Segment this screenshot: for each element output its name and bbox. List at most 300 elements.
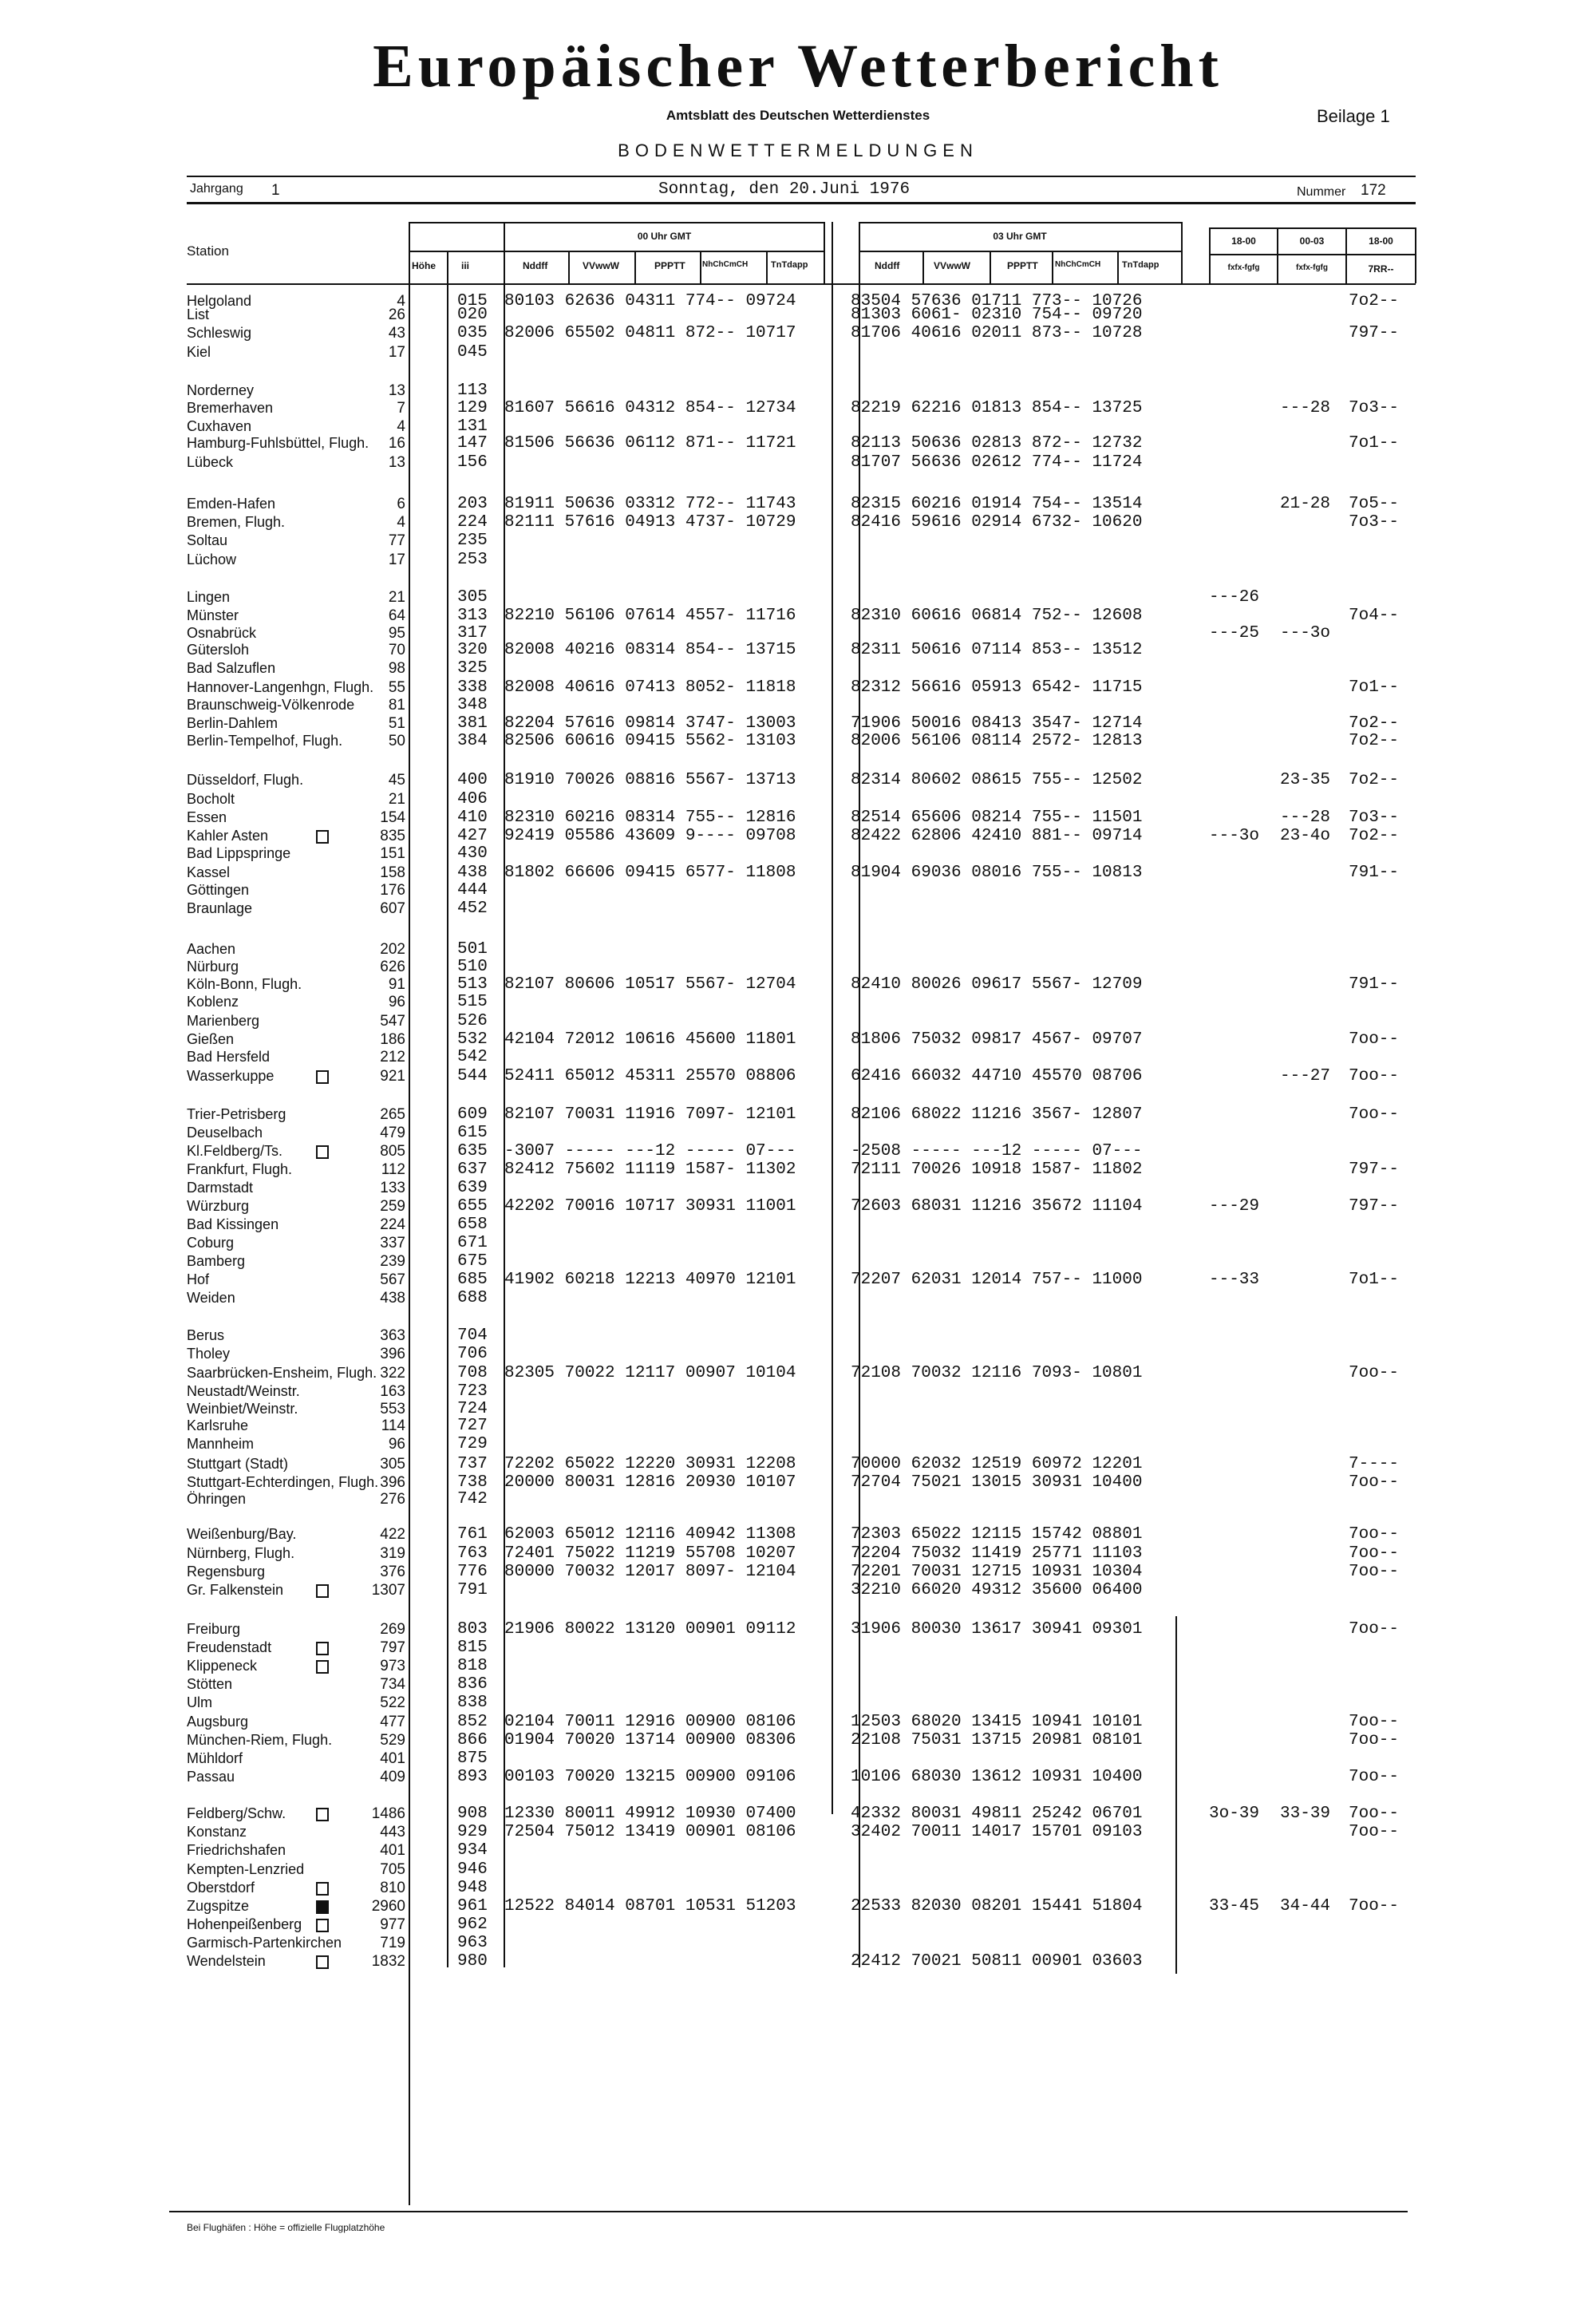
square-icon <box>316 1584 329 1598</box>
gust-00-03: 34-44 <box>1280 1897 1331 1915</box>
station-id: 637 <box>457 1160 488 1179</box>
station-id: 961 <box>457 1897 488 1915</box>
station-id: 515 <box>457 993 488 1011</box>
station-height: 422 <box>380 1526 405 1543</box>
col-border <box>990 251 991 283</box>
station-height: 921 <box>380 1068 405 1085</box>
station-height: 805 <box>380 1143 405 1160</box>
station-height: 705 <box>380 1861 405 1878</box>
obs-00-uhr: 81910 70026 08816 5567- 13713 <box>504 771 796 789</box>
obs-03-uhr: 10106 68030 13612 10931 10400 <box>851 1768 1143 1786</box>
station-name: Gütersloh <box>187 642 250 658</box>
station-name: Konstanz <box>187 1824 247 1840</box>
station-id: 313 <box>457 607 488 625</box>
col-r1-label: fxfx-fgfg <box>1227 263 1260 272</box>
station-id: 542 <box>457 1048 488 1066</box>
station-id: 544 <box>457 1067 488 1085</box>
station-name: Wendelstein <box>187 1953 266 1969</box>
station-name: Kl.Feldberg/Ts. <box>187 1143 283 1159</box>
col-border <box>922 251 924 283</box>
divider <box>187 202 1416 204</box>
obs-00-uhr: 82305 70022 12117 00907 10104 <box>504 1364 796 1382</box>
obs-03-uhr: 22533 82030 08201 15441 51804 <box>851 1897 1143 1915</box>
obs-03-uhr: 81303 6061- 02310 754-- 09720 <box>851 306 1143 324</box>
station-height: 973 <box>380 1658 405 1674</box>
station-id: 427 <box>457 827 488 845</box>
station-height: 95 <box>388 625 405 642</box>
station-name: Marienberg <box>187 1013 260 1029</box>
station-id: 838 <box>457 1694 488 1712</box>
station-id: 224 <box>457 513 488 532</box>
obs-00-uhr: 82412 75602 11119 1587- 11302 <box>504 1160 796 1179</box>
station-name: Lübeck <box>187 454 234 470</box>
station-height: 158 <box>380 864 405 881</box>
station-name: Gr. Falkenstein <box>187 1582 284 1598</box>
station-height: 114 <box>381 1417 405 1434</box>
nummer-label: Nummer <box>1297 185 1346 199</box>
station-height: 1307 <box>371 1582 405 1599</box>
station-height: 98 <box>388 660 405 677</box>
gust-00-03: ---3o <box>1280 624 1331 642</box>
gust-18-00: ---25 <box>1209 624 1260 642</box>
obs-03-uhr: 72603 68031 11216 35672 11104 <box>851 1197 1143 1216</box>
station-name: Augsburg <box>187 1714 249 1730</box>
col-border <box>409 222 410 2205</box>
station-name: Tholey <box>187 1346 231 1362</box>
beilage-label: Beilage 1 <box>1317 106 1390 126</box>
col-03-ppptt: PPPTT <box>1007 260 1038 271</box>
station-id: 655 <box>457 1197 488 1216</box>
station-height: 810 <box>380 1880 405 1896</box>
nummer-value: 172 <box>1361 182 1386 199</box>
station-height: 51 <box>388 715 405 732</box>
station-name: Deuselbach <box>187 1125 263 1141</box>
station-name: Osnabrück <box>187 625 257 641</box>
rain-18-00: 7oo-- <box>1349 1897 1400 1915</box>
obs-03-uhr: 72704 75021 13015 30931 10400 <box>851 1473 1143 1492</box>
col-border <box>832 222 833 1814</box>
obs-03-uhr: 81706 40616 02011 873-- 10728 <box>851 324 1143 342</box>
station-name: Soltau <box>187 532 228 548</box>
issue-date: Sonntag, den 20.Juni 1976 <box>658 180 911 199</box>
rain-18-00: 7o5-- <box>1349 495 1400 513</box>
station-height: 276 <box>380 1491 405 1508</box>
rain-18-00: 7oo-- <box>1349 1105 1400 1124</box>
station-id: 410 <box>457 808 488 827</box>
rain-18-00: 7oo-- <box>1349 1731 1400 1749</box>
col-r1-period: 18-00 <box>1231 235 1256 247</box>
station-height: 55 <box>388 679 405 696</box>
station-id: 729 <box>457 1435 488 1453</box>
station-id: 045 <box>457 343 488 362</box>
obs-00-uhr: 80000 70032 12017 8097- 12104 <box>504 1563 796 1581</box>
jahrgang-label: Jahrgang <box>190 182 243 196</box>
station-height: 607 <box>380 900 405 917</box>
station-id: 675 <box>457 1252 488 1271</box>
station-height: 567 <box>380 1271 405 1288</box>
col-border <box>634 251 636 283</box>
obs-00-uhr: 42104 72012 10616 45600 11801 <box>504 1030 796 1049</box>
col-border <box>447 283 448 1967</box>
station-name: Braunlage <box>187 900 253 916</box>
col-border <box>1209 227 1416 229</box>
station-height: 4 <box>397 293 405 310</box>
station-id: 738 <box>457 1473 488 1492</box>
station-height: 151 <box>380 845 405 862</box>
station-name: Hannover-Langenhgn, Flugh. <box>187 679 374 695</box>
station-height: 17 <box>388 344 405 361</box>
obs-00-uhr: 82204 57616 09814 3747- 13003 <box>504 714 796 733</box>
station-name: Ulm <box>187 1694 212 1710</box>
station-height: 186 <box>380 1031 405 1048</box>
station-id: 015 <box>457 292 488 310</box>
rain-18-00: 797-- <box>1349 1197 1400 1216</box>
rain-18-00: 7o2-- <box>1349 732 1400 750</box>
station-height: 50 <box>388 733 405 749</box>
station-id: 671 <box>457 1234 488 1252</box>
station-height: 70 <box>388 642 405 658</box>
station-id: 430 <box>457 844 488 863</box>
station-height: 163 <box>380 1383 405 1400</box>
rain-18-00: 7oo-- <box>1349 1067 1400 1085</box>
station-id: 338 <box>457 678 488 697</box>
station-id: 444 <box>457 881 488 899</box>
station-height: 13 <box>388 382 405 399</box>
station-id: 609 <box>457 1105 488 1124</box>
gust-00-03: 21-28 <box>1280 495 1331 513</box>
col-r2-label: fxfx-fgfg <box>1296 263 1328 272</box>
col-00-nddff: Nddff <box>523 260 548 271</box>
obs-03-uhr: 81904 69036 08016 755-- 10813 <box>851 864 1143 882</box>
station-name: Bad Salzuflen <box>187 660 276 676</box>
col-border <box>568 251 570 283</box>
station-name: Darmstadt <box>187 1180 254 1196</box>
station-id: 836 <box>457 1675 488 1694</box>
station-id: 742 <box>457 1490 488 1508</box>
station-height: 64 <box>388 607 405 624</box>
station-name: Aachen <box>187 941 236 957</box>
station-name: Nürburg <box>187 959 239 975</box>
col-border <box>1415 227 1416 283</box>
station-name: Friedrichshafen <box>187 1842 286 1858</box>
rain-18-00: 7o2-- <box>1349 771 1400 789</box>
obs-00-uhr: 81802 66606 09415 6577- 11808 <box>504 864 796 882</box>
station-id: 776 <box>457 1563 488 1581</box>
gust-18-00: ---3o <box>1209 827 1260 845</box>
obs-00-uhr: 80103 62636 04311 774-- 09724 <box>504 292 796 310</box>
station-id: 946 <box>457 1860 488 1879</box>
station-name: Berus <box>187 1327 225 1343</box>
station-height: 734 <box>380 1676 405 1693</box>
station-id: 317 <box>457 624 488 642</box>
col-00-clouds: NhChCmCH <box>702 260 749 269</box>
rain-18-00: 7o2-- <box>1349 714 1400 733</box>
station-height: 21 <box>388 791 405 808</box>
obs-00-uhr: 42202 70016 10717 30931 11001 <box>504 1197 796 1216</box>
station-id: 962 <box>457 1915 488 1934</box>
group-00-uhr: 00 Uhr GMT <box>637 231 692 242</box>
rain-18-00: 7o1-- <box>1349 434 1400 453</box>
station-name: Helgoland <box>187 293 252 309</box>
station-height: 977 <box>380 1916 405 1933</box>
station-height: 154 <box>380 809 405 826</box>
station-height: 4 <box>397 514 405 531</box>
station-id: 815 <box>457 1639 488 1657</box>
station-id: 704 <box>457 1326 488 1345</box>
obs-03-uhr: 72303 65022 12115 15742 08801 <box>851 1525 1143 1544</box>
square-icon <box>316 1642 329 1655</box>
col-border <box>409 251 824 252</box>
obs-03-uhr: 82113 50636 02813 872-- 12732 <box>851 434 1143 453</box>
col-border <box>766 251 768 283</box>
square-icon <box>316 1882 329 1896</box>
obs-00-uhr: 82008 40216 08314 854-- 13715 <box>504 641 796 659</box>
obs-03-uhr: 31906 80030 13617 30941 09301 <box>851 1620 1143 1639</box>
station-height: 77 <box>388 532 405 549</box>
station-name: Kempten-Lenzried <box>187 1861 305 1877</box>
station-height: 319 <box>380 1545 405 1562</box>
group-03-uhr: 03 Uhr GMT <box>993 231 1047 242</box>
obs-03-uhr: 81806 75032 09817 4567- 09707 <box>851 1030 1143 1049</box>
obs-00-uhr: 72202 65022 12220 30931 12208 <box>504 1455 796 1473</box>
station-name: Karlsruhe <box>187 1417 249 1433</box>
station-name: Cuxhaven <box>187 418 252 434</box>
station-name: Oberstdorf <box>187 1880 255 1896</box>
station-name: Feldberg/Schw. <box>187 1805 286 1821</box>
station-name: Weinbiet/Weinstr. <box>187 1401 298 1417</box>
rain-18-00: 7---- <box>1349 1455 1400 1473</box>
station-name: Freudenstadt <box>187 1639 272 1655</box>
station-height: 438 <box>380 1290 405 1307</box>
col-03-vvwww: VVwwW <box>934 260 971 271</box>
station-id: 688 <box>457 1289 488 1307</box>
divider <box>169 2211 1408 2212</box>
col-r2-period: 00-03 <box>1299 235 1325 247</box>
obs-00-uhr: 02104 70011 12916 00900 08106 <box>504 1713 796 1731</box>
rain-18-00: 7o4-- <box>1349 607 1400 625</box>
station-name: München-Riem, Flugh. <box>187 1732 333 1748</box>
rain-18-00: 7oo-- <box>1349 1713 1400 1731</box>
station-height: 17 <box>388 552 405 568</box>
station-height: 112 <box>381 1161 405 1178</box>
station-name: Hamburg-Fuhlsbüttel, Flugh. <box>187 435 369 451</box>
station-id: 908 <box>457 1805 488 1823</box>
obs-03-uhr: 32210 66020 49312 35600 06400 <box>851 1581 1143 1599</box>
station-height: 396 <box>380 1346 405 1362</box>
station-id: 020 <box>457 306 488 324</box>
station-id: 685 <box>457 1271 488 1289</box>
station-height: 443 <box>380 1824 405 1840</box>
obs-00-uhr: 52411 65012 45311 25570 08806 <box>504 1067 796 1085</box>
station-id: 325 <box>457 659 488 678</box>
gust-00-03: 23-4o <box>1280 827 1331 845</box>
station-id: 532 <box>457 1030 488 1049</box>
rain-18-00: 7oo-- <box>1349 1620 1400 1639</box>
section-title: BODENWETTERMELDUNGEN <box>618 140 978 160</box>
station-height: 224 <box>380 1216 405 1233</box>
obs-00-uhr: 92419 05586 43609 9---- 09708 <box>504 827 796 845</box>
gust-00-03: 33-39 <box>1280 1805 1331 1823</box>
station-name: Emden-Hafen <box>187 496 276 512</box>
station-name: Schleswig <box>187 325 252 341</box>
station-id: 235 <box>457 532 488 550</box>
col-00-temp: TnTdapp <box>771 260 808 270</box>
station-name: Düsseldorf, Flugh. <box>187 772 304 788</box>
obs-00-uhr: 81506 56636 06112 871-- 11721 <box>504 434 796 453</box>
rain-18-00: 791-- <box>1349 864 1400 882</box>
station-height: 396 <box>380 1474 405 1491</box>
rain-18-00: 7oo-- <box>1349 1563 1400 1581</box>
gust-18-00: ---33 <box>1209 1271 1260 1289</box>
station-height: 239 <box>380 1253 405 1270</box>
station-height: 401 <box>380 1750 405 1767</box>
obs-00-uhr: 81911 50636 03312 772-- 11743 <box>504 495 796 513</box>
station-height: 835 <box>380 828 405 844</box>
gust-18-00: ---29 <box>1209 1197 1260 1216</box>
station-height: 43 <box>388 325 405 342</box>
gust-00-03: ---28 <box>1280 399 1331 417</box>
square-icon <box>316 1070 329 1084</box>
station-height: 797 <box>380 1639 405 1656</box>
station-height: 547 <box>380 1013 405 1030</box>
station-id: 818 <box>457 1657 488 1675</box>
obs-03-uhr: 22108 75031 13715 20981 08101 <box>851 1731 1143 1749</box>
obs-00-uhr: -3007 ----- ---12 ----- 07--- <box>504 1142 796 1160</box>
station-name: Passau <box>187 1769 235 1785</box>
station-name: Bocholt <box>187 791 235 807</box>
obs-03-uhr: 82310 60616 06814 752-- 12608 <box>851 607 1143 625</box>
station-id: 526 <box>457 1012 488 1030</box>
station-name: Norderney <box>187 382 255 398</box>
gust-00-03: 23-35 <box>1280 771 1331 789</box>
rain-18-00: 7oo-- <box>1349 1473 1400 1492</box>
station-name: Kassel <box>187 864 231 880</box>
station-height: 212 <box>380 1049 405 1065</box>
station-name: Zugspitze <box>187 1898 250 1914</box>
station-id: 452 <box>457 899 488 918</box>
station-name: Münster <box>187 607 239 623</box>
station-id: 113 <box>457 382 488 400</box>
station-height: 202 <box>380 941 405 958</box>
obs-03-uhr: 82312 56616 05913 6542- 11715 <box>851 678 1143 697</box>
station-height: 529 <box>380 1732 405 1749</box>
station-name: Lüchow <box>187 552 237 567</box>
station-id: 147 <box>457 434 488 453</box>
rain-18-00: 7o1-- <box>1349 678 1400 697</box>
station-name: Neustadt/Weinstr. <box>187 1383 300 1399</box>
station-height: 1832 <box>371 1953 405 1970</box>
obs-03-uhr: 82311 50616 07114 853-- 13512 <box>851 641 1143 659</box>
rain-18-00: 797-- <box>1349 1160 1400 1179</box>
divider <box>187 176 1416 177</box>
station-name: Würzburg <box>187 1198 250 1214</box>
rain-18-00: 7o3-- <box>1349 808 1400 827</box>
square-icon <box>316 1660 329 1674</box>
square-icon <box>316 1145 329 1159</box>
obs-00-uhr: 82008 40616 07413 8052- 11818 <box>504 678 796 697</box>
station-name: Hof <box>187 1271 210 1287</box>
rain-18-00: 7o2-- <box>1349 827 1400 845</box>
gust-00-03: ---27 <box>1280 1067 1331 1085</box>
obs-03-uhr: 83504 57636 01711 773-- 10726 <box>851 292 1143 310</box>
station-height: 409 <box>380 1769 405 1785</box>
station-id: 980 <box>457 1952 488 1971</box>
obs-03-uhr: 72108 70032 12116 7093- 10801 <box>851 1364 1143 1382</box>
station-height: 322 <box>380 1365 405 1382</box>
obs-03-uhr: 62416 66032 44710 45570 08706 <box>851 1067 1143 1085</box>
square-icon <box>316 1808 329 1821</box>
col-border <box>409 222 824 223</box>
station-name: Berlin-Dahlem <box>187 715 279 731</box>
station-id: 035 <box>457 324 488 342</box>
obs-03-uhr: 72204 75032 11419 25771 11103 <box>851 1544 1143 1563</box>
station-id: 893 <box>457 1768 488 1786</box>
station-name: Bad Hersfeld <box>187 1049 271 1065</box>
station-id: 384 <box>457 732 488 750</box>
col-border <box>1175 1616 1177 1974</box>
station-name: Mannheim <box>187 1436 255 1452</box>
station-height: 269 <box>380 1621 405 1638</box>
station-height: 305 <box>380 1456 405 1473</box>
station-id: 934 <box>457 1841 488 1860</box>
rain-18-00: 7o2-- <box>1349 292 1400 310</box>
square-icon <box>316 1919 329 1932</box>
obs-03-uhr: 82106 68022 11216 3567- 12807 <box>851 1105 1143 1124</box>
square-icon <box>316 830 329 844</box>
obs-03-uhr: 32402 70011 14017 15701 09103 <box>851 1823 1143 1841</box>
station-name: Kiel <box>187 344 211 360</box>
col-iii: iii <box>461 260 470 271</box>
obs-00-uhr: 12330 80011 49912 10930 07400 <box>504 1805 796 1823</box>
obs-03-uhr: 82006 56106 08114 2572- 12813 <box>851 732 1143 750</box>
obs-03-uhr: 71906 50016 08413 3547- 12714 <box>851 714 1143 733</box>
col-03-clouds: NhChCmCH <box>1055 260 1101 269</box>
station-id: 875 <box>457 1749 488 1768</box>
station-id: 737 <box>457 1455 488 1473</box>
col-03-nddff: Nddff <box>875 260 900 271</box>
obs-03-uhr: 82422 62806 42410 881-- 09714 <box>851 827 1143 845</box>
col-border <box>859 222 1183 223</box>
col-03-temp: TnTdapp <box>1122 260 1159 270</box>
obs-03-uhr: -2508 ----- ---12 ----- 07--- <box>851 1142 1143 1160</box>
station-name: Stötten <box>187 1676 233 1692</box>
station-height: 259 <box>380 1198 405 1215</box>
obs-03-uhr: 82219 62216 01813 854-- 13725 <box>851 399 1143 417</box>
station-id: 406 <box>457 790 488 808</box>
obs-03-uhr: 72207 62031 12014 757-- 11000 <box>851 1271 1143 1289</box>
obs-03-uhr: 12503 68020 13415 10941 10101 <box>851 1713 1143 1731</box>
col-border <box>700 251 701 283</box>
page-title: Europäischer Wetterbericht <box>373 33 1223 100</box>
rain-18-00: 7oo-- <box>1349 1030 1400 1049</box>
obs-03-uhr: 81707 56636 02612 774-- 11724 <box>851 453 1143 472</box>
station-name: Koblenz <box>187 994 239 1010</box>
station-id: 724 <box>457 1400 488 1418</box>
station-id: 791 <box>457 1581 488 1599</box>
station-height: 363 <box>380 1327 405 1344</box>
station-name: Berlin-Tempelhof, Flugh. <box>187 733 343 749</box>
rain-18-00: 7oo-- <box>1349 1768 1400 1786</box>
station-name: Kahler Asten <box>187 828 269 844</box>
station-id: 658 <box>457 1216 488 1234</box>
station-name: Lingen <box>187 589 231 605</box>
station-name: Bamberg <box>187 1253 246 1269</box>
header-rule <box>187 283 1416 285</box>
station-height: 13 <box>388 454 405 471</box>
obs-03-uhr: 42332 80031 49811 25242 06701 <box>851 1805 1143 1823</box>
station-height: 376 <box>380 1564 405 1580</box>
station-height: 477 <box>380 1714 405 1730</box>
